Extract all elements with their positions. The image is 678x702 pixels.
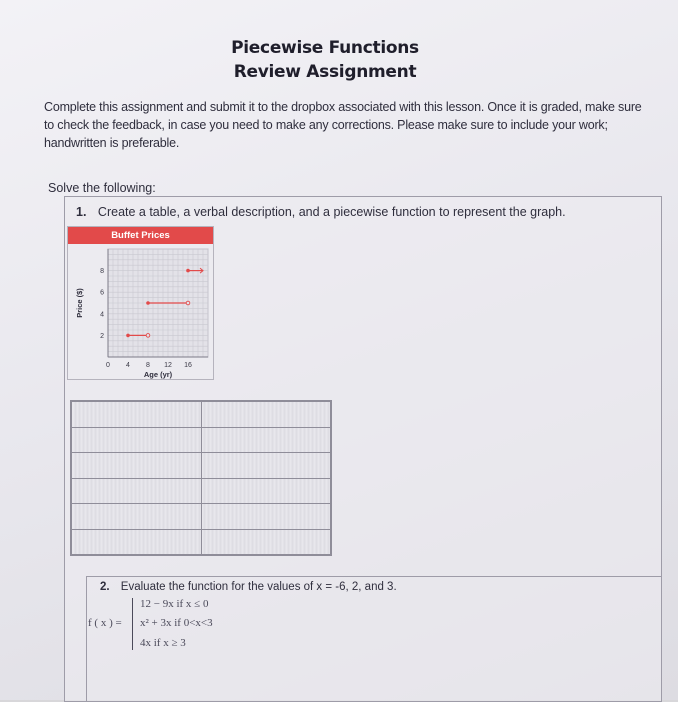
open-point (186, 301, 190, 305)
chart-svg (68, 227, 213, 379)
x-tick-label: 0 (106, 362, 110, 369)
function-case-1: 12 − 9x if x ≤ 0 (140, 598, 209, 610)
x-tick-label: 12 (164, 362, 172, 369)
answer-table-row (72, 504, 331, 530)
x-tick-label: 8 (146, 362, 150, 369)
answer-table-row (72, 478, 331, 504)
answer-table-cell[interactable] (201, 427, 331, 453)
page-title: Piecewise Functions (231, 38, 419, 58)
question-2 (100, 581, 397, 593)
y-tick-label: 6 (100, 289, 104, 297)
answer-table-cell[interactable] (72, 504, 202, 530)
function-case-2: x² + 3x if 0<x<3 (140, 617, 213, 629)
answer-table-cell[interactable] (201, 529, 331, 555)
function-case-3: 4x if x ≥ 3 (140, 637, 186, 649)
answer-table-cell[interactable] (201, 478, 331, 504)
answer-table-cell[interactable] (72, 478, 202, 504)
y-tick-label: 4 (100, 311, 104, 319)
question-2-text: Evaluate the function for the values of x = -6, 2, and 3. (120, 581, 397, 593)
question-2-number: 2. (100, 581, 110, 593)
answer-table-cell[interactable] (201, 453, 331, 479)
x-tick-label: 4 (126, 362, 130, 369)
buffet-prices-chart (67, 226, 214, 380)
answer-table-cell[interactable] (201, 402, 331, 428)
open-point (146, 334, 150, 338)
x-tick-label: 16 (184, 362, 192, 369)
chart-title: Buffet Prices (68, 227, 213, 244)
page-subtitle: Review Assignment (233, 62, 417, 82)
y-axis-label: Price ($) (75, 288, 84, 318)
y-tick-label: 8 (100, 268, 104, 276)
piecewise-brace (132, 598, 139, 650)
answer-table-cell[interactable] (72, 427, 202, 453)
answer-table-cell[interactable] (72, 529, 202, 555)
question-1 (76, 205, 566, 219)
y-tick-label: 2 (100, 332, 104, 340)
answer-table-cell[interactable] (72, 402, 202, 428)
answer-table[interactable] (70, 400, 332, 556)
answer-table-row (72, 402, 331, 428)
closed-point (126, 334, 130, 338)
closed-point (146, 301, 150, 305)
function-name: f ( x ) = (88, 617, 122, 629)
closed-point (186, 269, 190, 273)
answer-table-row (72, 529, 331, 555)
x-axis-label: Age (yr) (143, 370, 173, 379)
answer-table-cell[interactable] (72, 453, 202, 479)
question-1-number: 1. (76, 205, 87, 219)
answer-table-row (72, 453, 331, 479)
answer-table-cell[interactable] (201, 504, 331, 530)
answer-table-row (72, 427, 331, 453)
question-1-text: Create a table, a verbal description, and a piecewise function to represent the graph. (97, 205, 566, 219)
instructions-paragraph: Complete this assignment and submit it to the dropbox associated with this lesson. Once it is graded, make sure to check the feedback, in case you need to make any corrections. Please make sure to include your work; handwritten is preferable. (44, 100, 642, 150)
solve-label: Solve the following: (48, 181, 156, 195)
answer-table-grid[interactable] (71, 401, 331, 555)
